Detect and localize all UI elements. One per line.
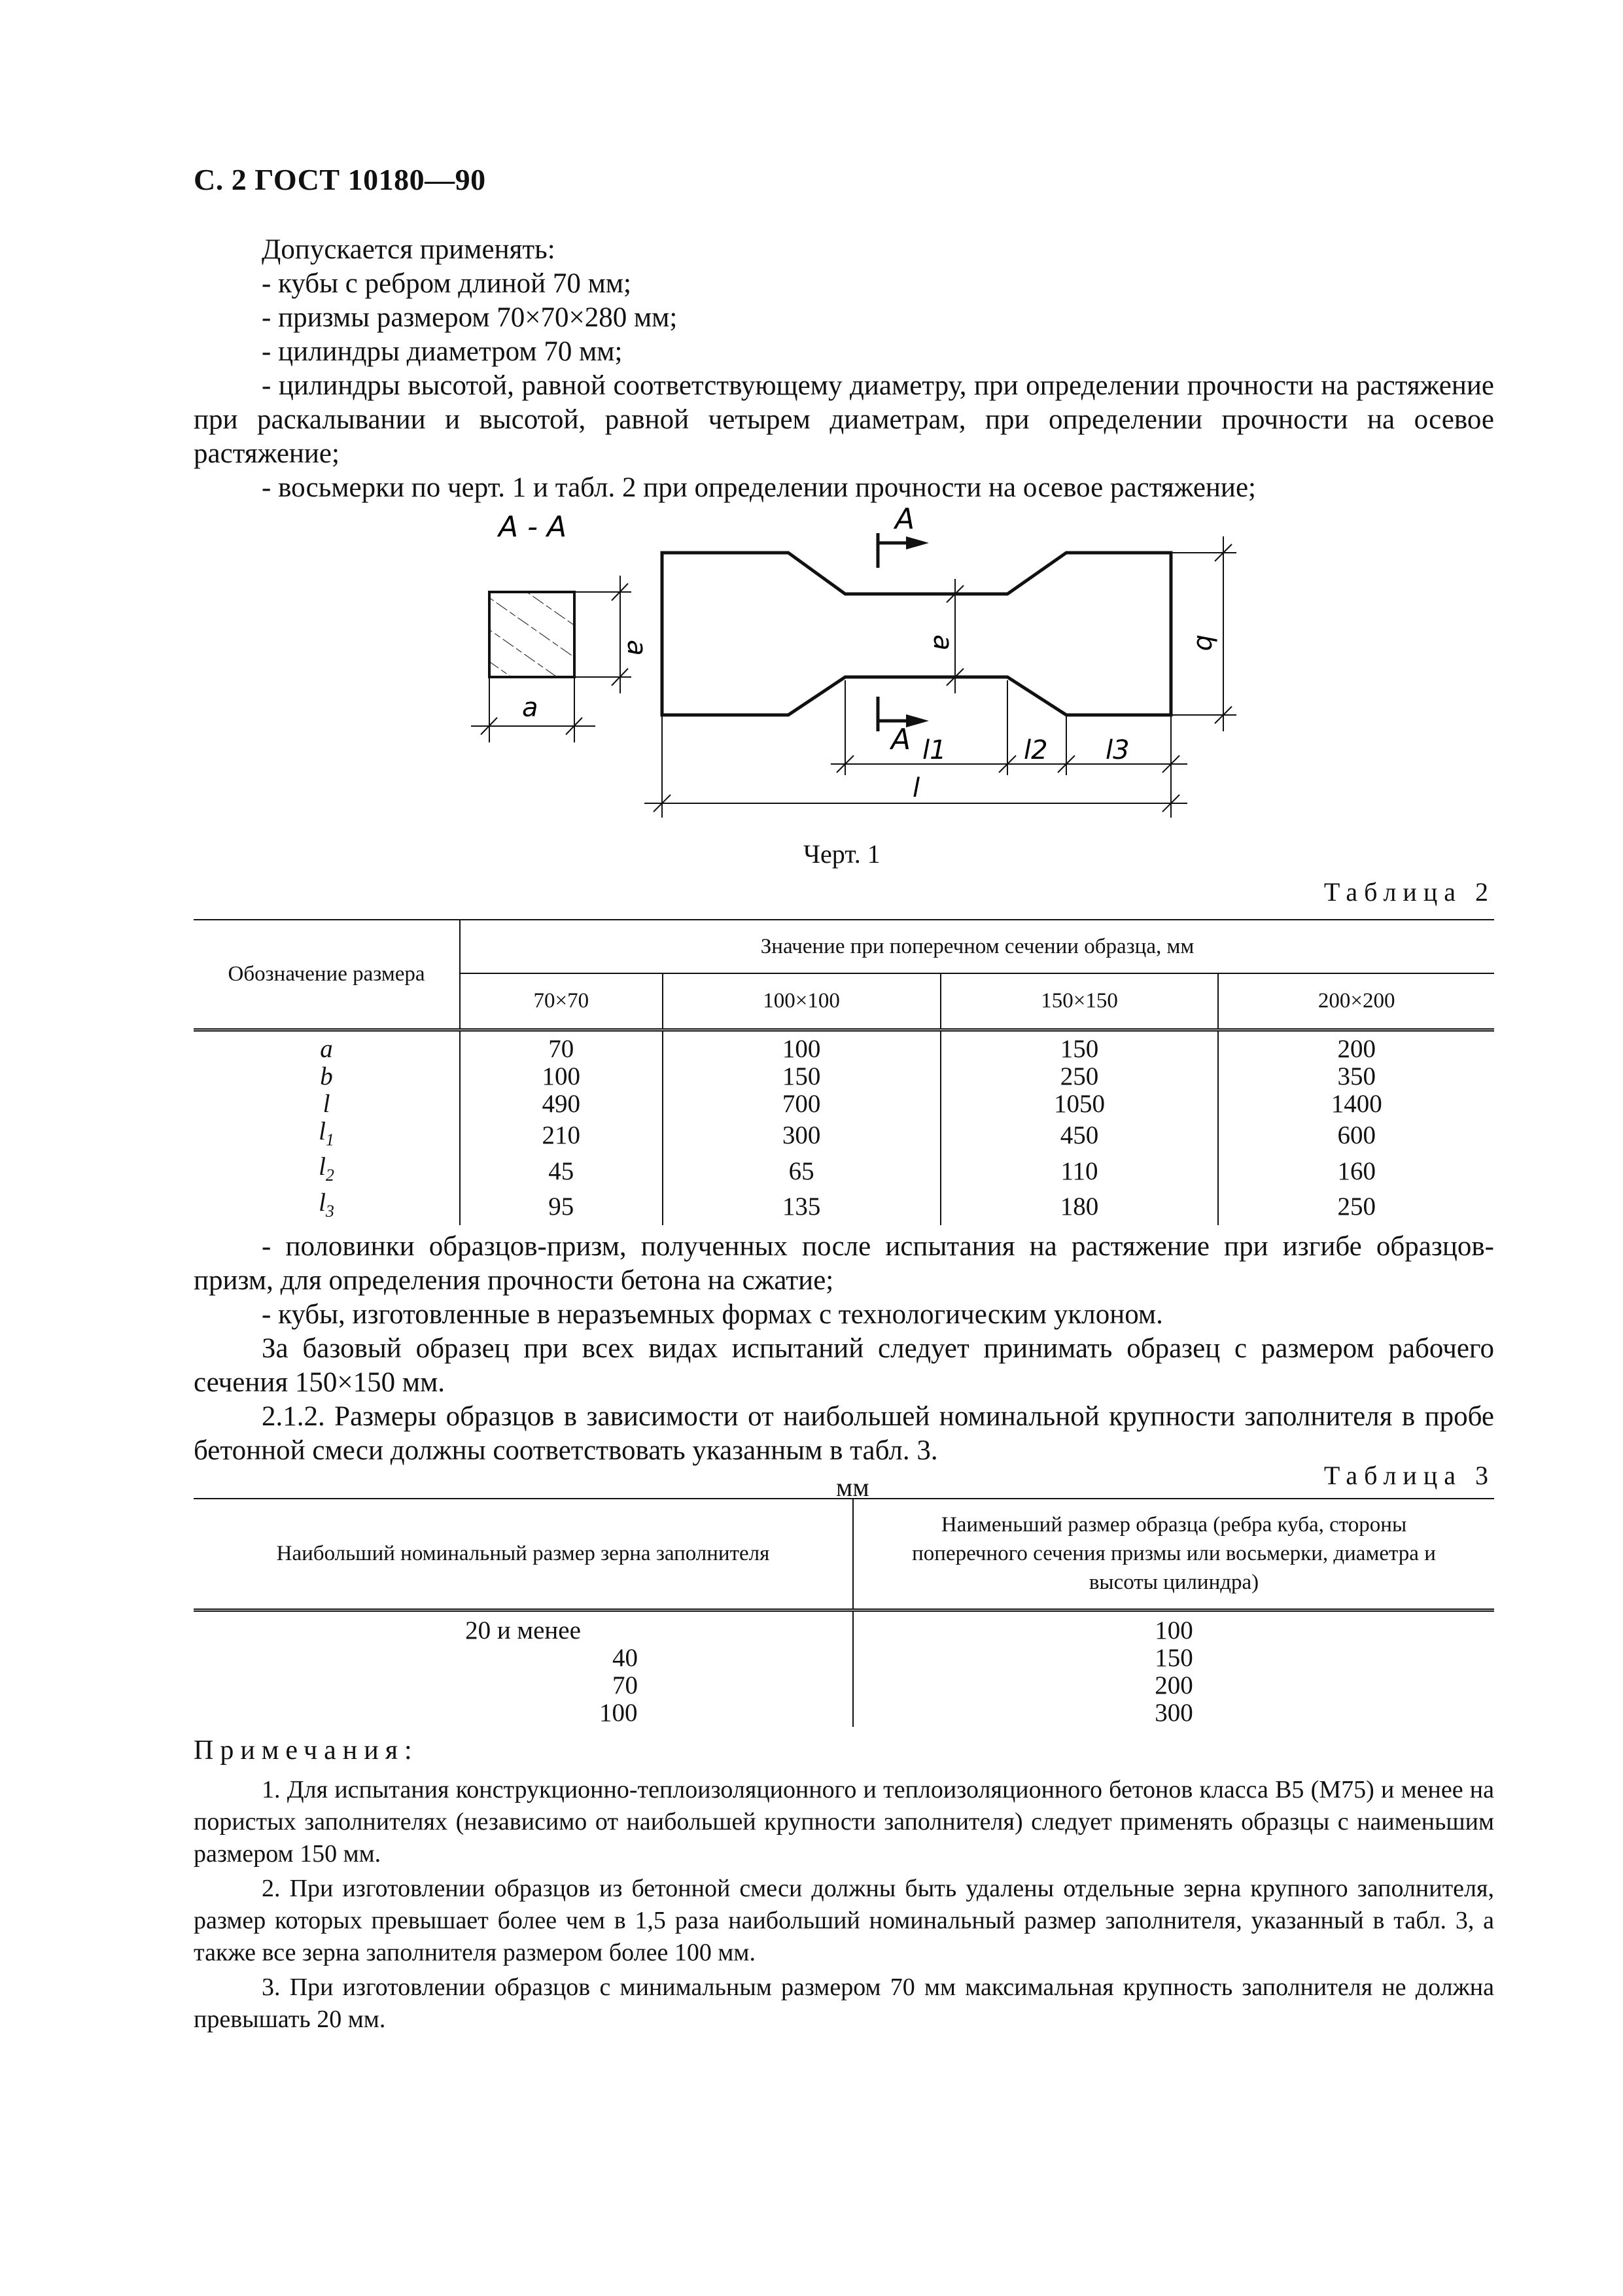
paragraph-text: 2.1.2. Размеры образцов в зависимости от наибольшей номинальной крупности заполнителя в пробе бетонной смеси должны соответствовать указанным в табл. 3. [194, 1401, 1494, 1466]
dim-b-label: b [1191, 635, 1221, 652]
note-text: 3. При изготовлении образцов с минимальным размером 70 мм максимальная крупность заполнителя не должна превышать 20 мм. [194, 1974, 1494, 2033]
table-cell: 1400 [1218, 1090, 1494, 1118]
table-cell: 180 [941, 1189, 1219, 1225]
table2-col-header: 200×200 [1218, 973, 1494, 1030]
intro-item: - кубы с ребром длиной 70 мм; [262, 268, 631, 299]
note-item [194, 1774, 1494, 1870]
intro-item: - призмы размером 70×70×280 мм; [262, 302, 678, 333]
dim-l-label: l [913, 773, 920, 803]
table-cell: 20 и менее [465, 1616, 581, 1644]
table-2 [194, 919, 1494, 1225]
table-cell: 600 [1218, 1118, 1494, 1154]
row-label: l [319, 1153, 326, 1181]
table2-col-header: 70×70 [460, 973, 663, 1030]
table-cell: 250 [1218, 1189, 1494, 1225]
paragraph-base-sample [194, 1332, 1494, 1400]
table-row [194, 1118, 1494, 1154]
table2-title: Таблица 2 [1323, 877, 1495, 907]
table-cell: 95 [460, 1189, 663, 1225]
section-square [489, 592, 574, 677]
dim-l1-label: l1 [922, 735, 947, 765]
row-label-sub: 3 [325, 1201, 334, 1221]
note-item [194, 1873, 1494, 1969]
table3-col2-header: Наименьший размер образца (ребра куба, стороны поперечного сечения призмы или восьмерки, диаметра и высоты цилиндра) [853, 1499, 1494, 1610]
intro-item: - восьмерки по черт. 1 и табл. 2 при определении прочности на осевое растяжение; [262, 472, 1256, 503]
table-row [194, 1610, 1494, 1644]
intro-item-text: - цилиндры высотой, равной соответствующему диаметру, при определении прочности на растяжение при раскалывании и высотой, равной четырем диаметрам, при определении прочности на осевое растяжение; [194, 370, 1494, 469]
table-3 [194, 1498, 1494, 1727]
table-cell: 250 [941, 1063, 1219, 1090]
table-cell: 45 [460, 1153, 663, 1189]
table-cell: 70 [612, 1671, 638, 1699]
table-cell: 200 [1218, 1030, 1494, 1063]
row-label-sub: 2 [325, 1166, 334, 1185]
paragraph-text: За базовый образец при всех видах испытаний следует принимать образец с размером рабочего сечения 150×150 мм. [194, 1333, 1494, 1398]
row-label: l [319, 1117, 326, 1145]
table-cell: 210 [460, 1118, 663, 1154]
table2-row-header: Обозначение размера [194, 920, 460, 1030]
table-row [194, 1030, 1494, 1063]
table-cell: 150 [853, 1644, 1494, 1672]
figure-caption: Черт. 1 [803, 839, 881, 869]
table-cell: 70 [460, 1030, 663, 1063]
dim-l2-label: l2 [1024, 735, 1048, 765]
row-label: l [319, 1189, 326, 1217]
cut-arrow-top [906, 536, 929, 549]
middle-item: - кубы, изготовленные в неразъемных формах с технологическим уклоном. [262, 1299, 1163, 1330]
table-cell: 100 [599, 1698, 638, 1727]
note-text: 1. Для испытания конструкционно-теплоизоляционного и теплоизоляционного бетонов класса В5 (М75) и менее на пористых заполнителях (независимо от наибольшей крупности заполнителя) следует применять образцы с наименьшим размером 150 мм. [194, 1776, 1494, 1868]
table-cell: 490 [460, 1090, 663, 1118]
cut-label-bottom: А [891, 723, 911, 756]
table-row [194, 1063, 1494, 1090]
table-cell: 150 [941, 1030, 1219, 1063]
table-cell: 300 [853, 1699, 1494, 1727]
note-text: 2. При изготовлении образцов из бетонной смеси должны быть удалены отдельные зерна крупного заполнителя, размер которых превышает более чем в 1,5 раза наибольший номинальный размер заполнителя, указанный в табл. 3, а также все зерна заполнителя размером более 100 мм. [194, 1875, 1494, 1966]
section-label: А - А [498, 510, 567, 544]
cut-markers [878, 533, 919, 731]
notes-title: Примечания: [194, 1735, 419, 1765]
table-row [194, 1189, 1494, 1225]
intro-lead: Допускается применять: [262, 234, 555, 265]
middle-item-text: - половинки образцов-призм, полученных после испытания на растяжение при изгибе образцов-призм, для определения прочности бетона на сжатие; [194, 1231, 1494, 1296]
table-row [194, 1644, 1494, 1672]
dim-a-section-label: a [522, 693, 538, 723]
row-label-sub: 1 [325, 1130, 334, 1149]
table-cell: 110 [941, 1153, 1219, 1189]
table-cell: 160 [1218, 1153, 1494, 1189]
dim-a-mid-label: a [928, 635, 958, 651]
table2-col-header: 100×100 [663, 973, 941, 1030]
table3-title: Таблица 3 [1323, 1461, 1495, 1490]
dim-l3-label: l3 [1106, 735, 1130, 765]
intro-item: - цилиндры диаметром 70 мм; [262, 336, 623, 367]
figure-drawing [0, 0, 1623, 850]
table-cell: 100 [853, 1610, 1494, 1644]
table-cell: 100 [663, 1030, 941, 1063]
row-label: a [320, 1034, 333, 1063]
table-cell: 200 [853, 1672, 1494, 1699]
table-row [194, 1153, 1494, 1189]
table-cell: 150 [663, 1063, 941, 1090]
table3-unit: мм [836, 1472, 869, 1502]
table-cell: 350 [1218, 1063, 1494, 1090]
table-cell: 40 [612, 1643, 638, 1672]
table-cell: 700 [663, 1090, 941, 1118]
paragraph-2-1-2 [194, 1400, 1494, 1468]
b-dimension-lines [1171, 536, 1236, 731]
table-row [194, 1699, 1494, 1727]
table-cell: 135 [663, 1189, 941, 1225]
table3-col1-header: Наибольший номинальный размер зерна заполнителя [194, 1499, 853, 1610]
note-item [194, 1972, 1494, 2036]
middle-item-paragraph [194, 1230, 1494, 1298]
page-header: С. 2 ГОСТ 10180—90 [194, 163, 486, 196]
row-label: b [320, 1062, 333, 1090]
table-row [194, 1090, 1494, 1118]
table-cell: 100 [460, 1063, 663, 1090]
table-cell: 300 [663, 1118, 941, 1154]
table-cell: 450 [941, 1118, 1219, 1154]
table-cell: 65 [663, 1153, 941, 1189]
table2-col-header: 150×150 [941, 973, 1219, 1030]
table2-group-header: Значение при поперечном сечении образца, мм [460, 920, 1494, 973]
cut-label-top: А [895, 502, 915, 536]
dim-a-side-label: a [621, 640, 652, 656]
row-label: l [323, 1089, 330, 1118]
table-cell: 1050 [941, 1090, 1219, 1118]
table-row [194, 1672, 1494, 1699]
specimen-outline [662, 553, 1171, 715]
